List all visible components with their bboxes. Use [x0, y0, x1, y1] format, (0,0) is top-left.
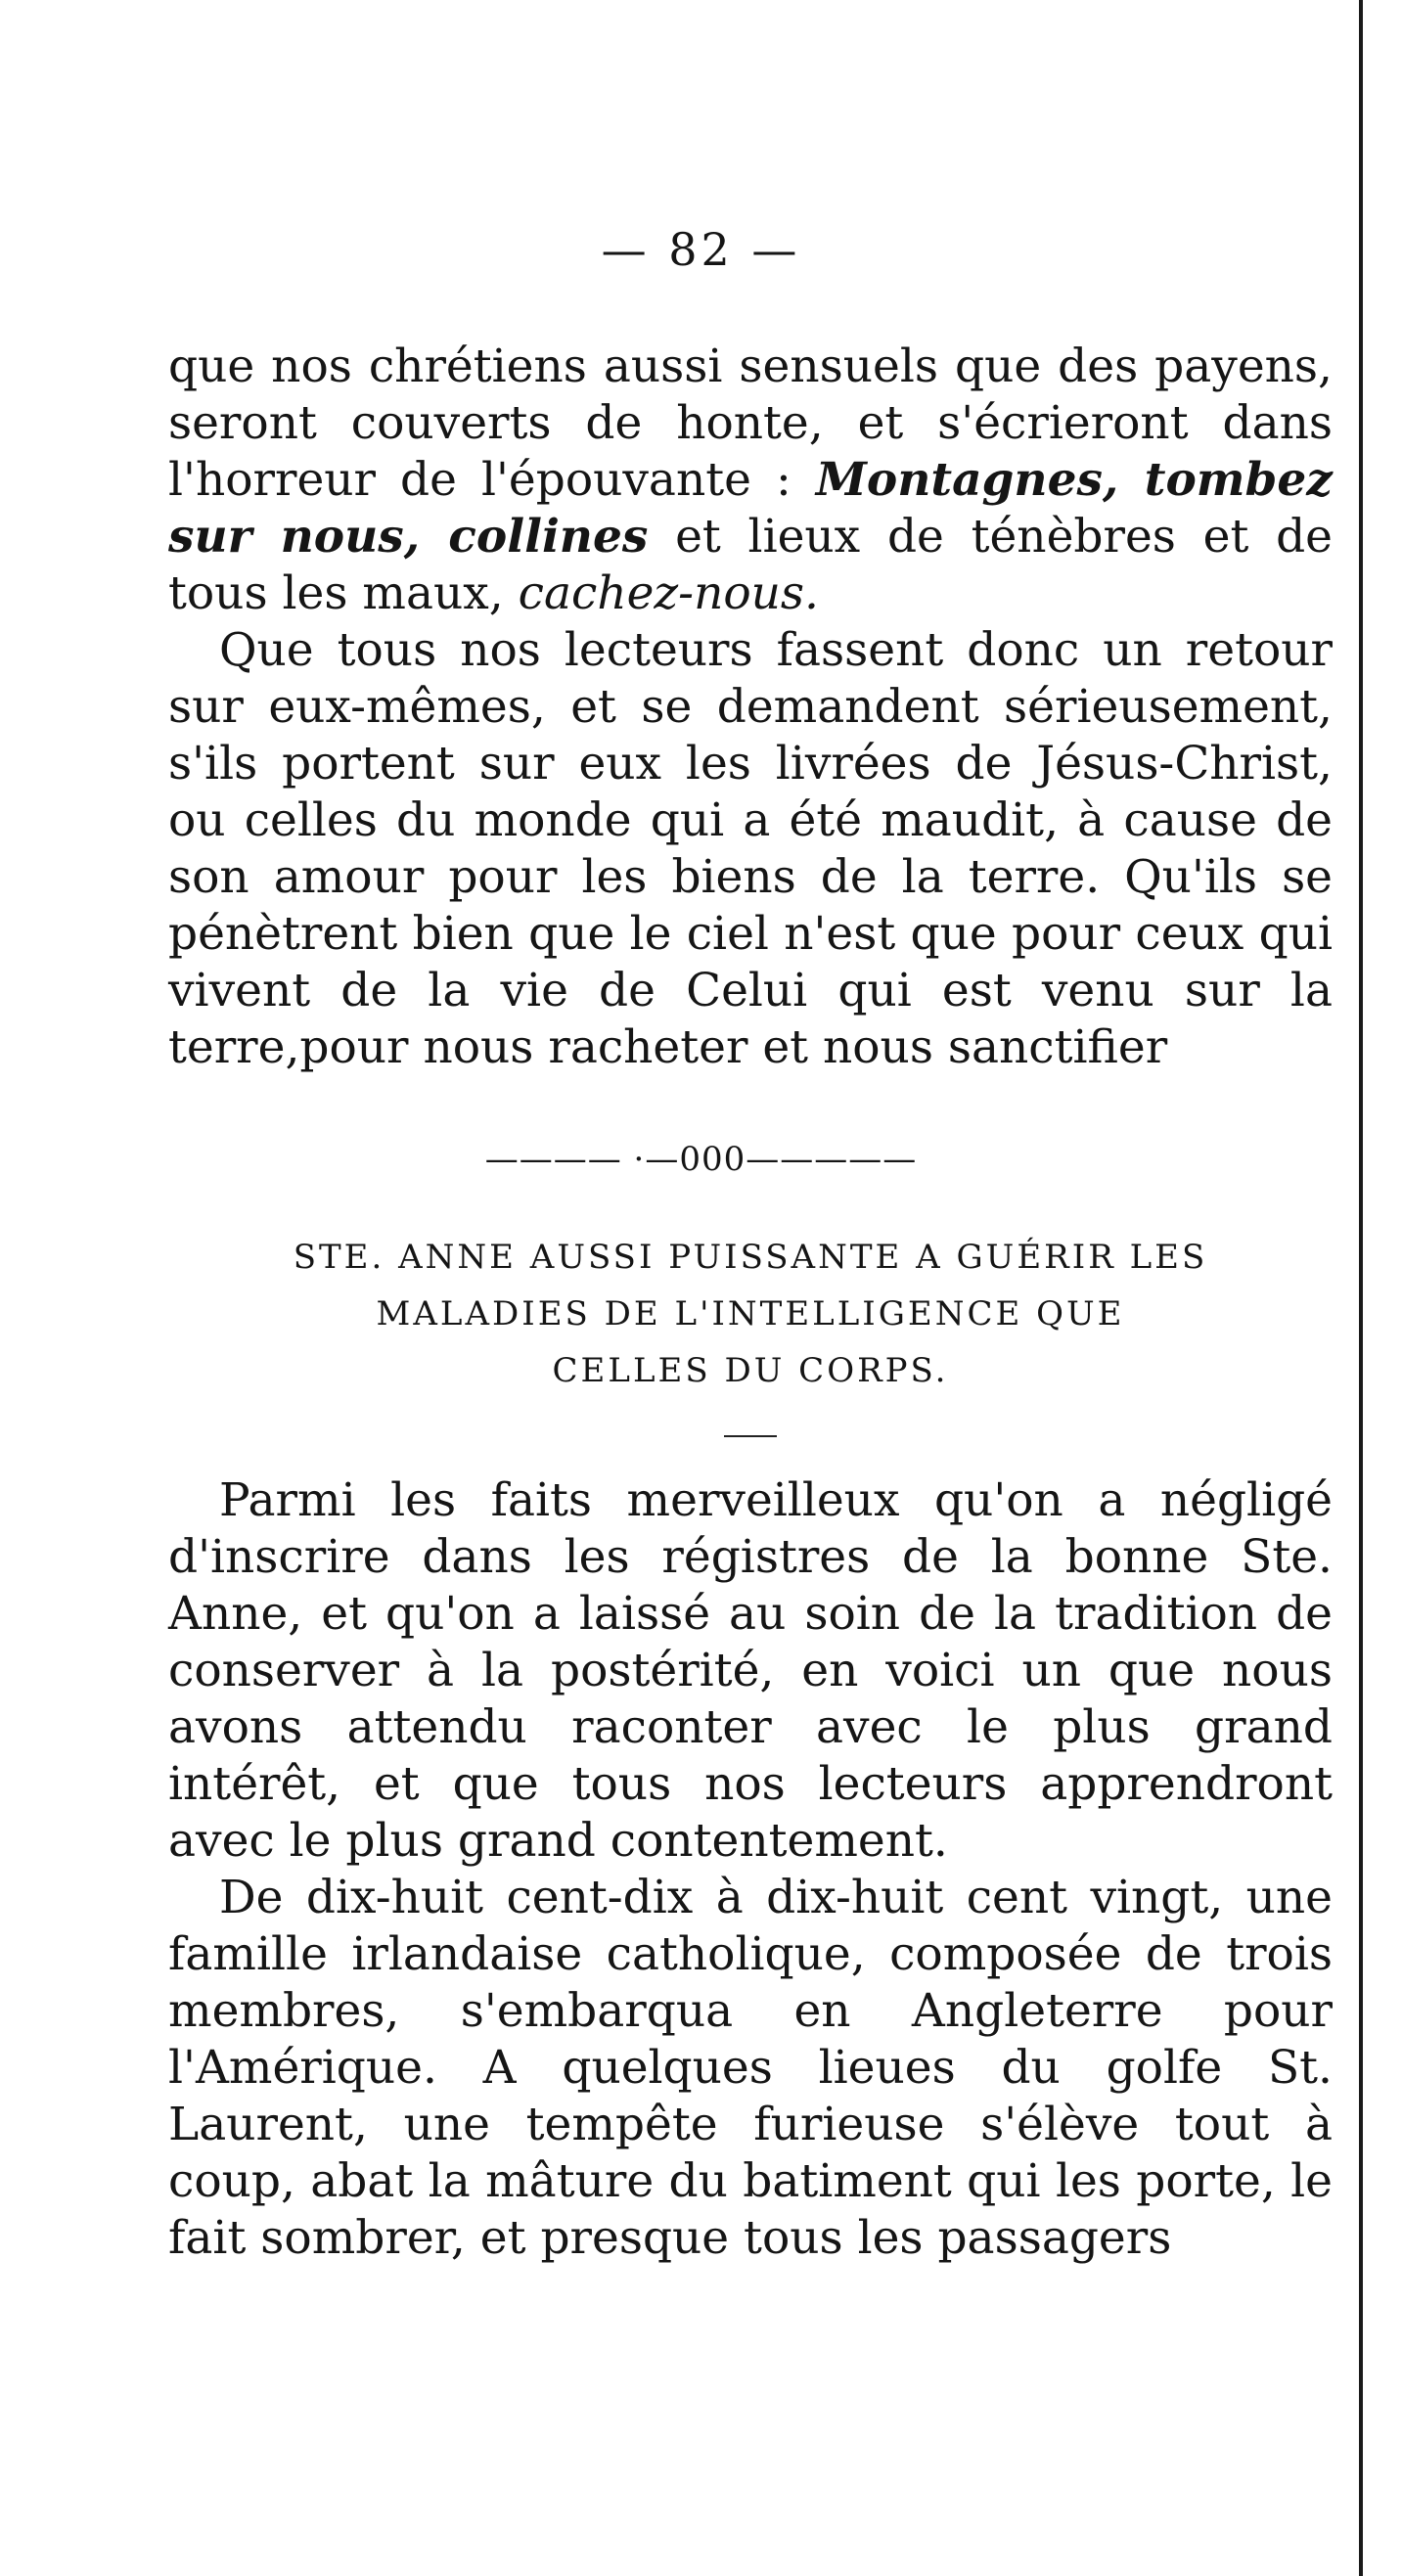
paragraph-miracles: Parmi les faits merveilleux qu'on a négligé d'inscrire dans les régistres de la bonne Ste. Anne, et qu'on a laissé au soin de la tradition de conserver à la postérité, en voici un que nous avons attendu raconter avec le plus grand intérêt, et que tous nos lecteurs apprendront avec le plus grand contentement. [168, 1473, 1333, 1868]
text-block-top [168, 339, 1333, 1076]
page-edge-line [1359, 0, 1363, 2576]
title-rule [724, 1435, 777, 1437]
text-block-bottom [168, 1472, 1333, 2267]
paragraph-continued [168, 339, 1333, 622]
section-ornament: ———— ·—000————— [484, 1140, 918, 1179]
section-title [168, 1229, 1333, 1399]
section-title-line-3: CELLES DU CORPS. [552, 1351, 949, 1390]
paragraph-continued-middle: et lieux de ténèbres et de tous les maux, [168, 510, 1333, 620]
paragraph-readers: Que tous nos lecteurs fassent donc un retour sur eux-mêmes, et se demandent sérieusement, s'ils portent sur eux les livrées de Jésus-Christ, ou celles du monde qui a été maudit, à cause de son amour pour les biens de la terre. Qu'ils se pénètrent bien que le ciel n'est que pour ceux qui vivent de la vie de Celui qui est venu sur la terre,pour nous racheter et nous sanctifier [168, 623, 1333, 1074]
page-number: — 82 — [601, 223, 801, 276]
quote-mountains: Montagnes, tombez sur nous, collines [168, 453, 1333, 564]
section-title-line-2: MALADIES DE L'INTELLIGENCE QUE [376, 1294, 1125, 1333]
paragraph-continued-lead: que nos chrétiens aussi sensuels que des payens, seront couverts de honte, et s'écrieront dans l'horreur de l'épouvante : [168, 339, 1333, 507]
section-title-line-1: STE. ANNE AUSSI PUISSANTE A GUÉRIR LES [293, 1238, 1208, 1277]
paragraph-irish-family: De dix-huit cent-dix à dix-huit cent vingt, une famille irlandaise catholique, composée de trois membres, s'embarqua en Angleterre pour l'Amérique. A quelques lieues du golfe St. Laurent, une tempête furieuse s'élève tout à coup, abat la mâture du batiment qui les porte, le fait sombrer, et presque tous les passagers [168, 1871, 1333, 2265]
quote-hide-us: cachez-nous. [518, 566, 819, 620]
